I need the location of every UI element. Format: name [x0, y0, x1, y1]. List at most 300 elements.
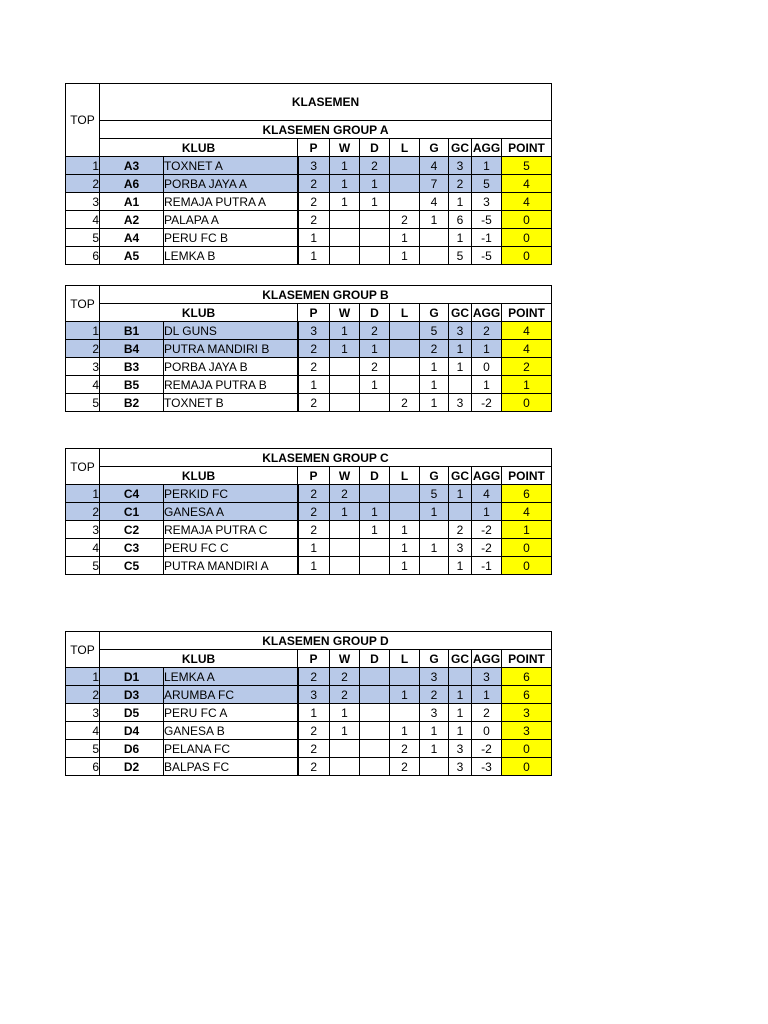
agg-cell: -2 [472, 521, 502, 539]
column-header-w: W [330, 467, 360, 485]
club-code-cell: A1 [100, 193, 164, 211]
gc-cell: 3 [449, 539, 472, 557]
rank-cell: 2 [66, 175, 100, 193]
column-header-point: POINT [502, 467, 552, 485]
club-code-cell: B5 [100, 376, 164, 394]
point-cell: 0 [502, 539, 552, 557]
rank-cell: 3 [66, 358, 100, 376]
d-cell [360, 247, 390, 265]
club-name-cell: PERU FC C [164, 539, 298, 557]
g-cell: 3 [420, 668, 449, 686]
club-code-cell: D3 [100, 686, 164, 704]
l-cell: 1 [390, 539, 420, 557]
agg-cell: -5 [472, 211, 502, 229]
club-name-cell: REMAJA PUTRA A [164, 193, 298, 211]
w-cell: 1 [330, 193, 360, 211]
p-cell: 2 [298, 175, 330, 193]
l-cell: 2 [390, 394, 420, 412]
club-name-cell: BALPAS FC [164, 758, 298, 776]
l-cell [390, 376, 420, 394]
p-cell: 2 [298, 358, 330, 376]
d-cell: 1 [360, 340, 390, 358]
agg-cell: 5 [472, 175, 502, 193]
column-header-agg: AGG [472, 305, 501, 320]
group-table [65, 448, 552, 575]
group-table [65, 285, 552, 412]
rank-cell: 6 [66, 758, 100, 776]
club-name-cell: ARUMBA FC [164, 686, 298, 704]
column-header-l: L [390, 304, 420, 322]
l-cell: 1 [390, 686, 420, 704]
gc-cell: 1 [449, 686, 472, 704]
point-cell: 0 [502, 557, 552, 575]
club-code-cell: D2 [100, 758, 164, 776]
g-cell [420, 521, 449, 539]
rank-cell: 3 [66, 704, 100, 722]
agg-cell: 2 [472, 322, 502, 340]
d-cell [360, 539, 390, 557]
l-cell [390, 485, 420, 503]
table-row [66, 211, 552, 229]
column-header-g: G [420, 139, 449, 157]
point-cell: 5 [502, 157, 552, 175]
agg-cell: -3 [472, 758, 502, 776]
agg-cell: 1 [472, 340, 502, 358]
rank-cell: 4 [66, 722, 100, 740]
w-cell [330, 376, 360, 394]
point-cell: 3 [502, 722, 552, 740]
point-cell: 6 [502, 485, 552, 503]
d-cell [360, 211, 390, 229]
table-row [66, 229, 552, 247]
club-code-cell: D1 [100, 668, 164, 686]
rank-cell: 1 [66, 157, 100, 175]
d-cell: 2 [360, 322, 390, 340]
p-cell: 2 [298, 193, 330, 211]
column-header-w: W [330, 139, 360, 157]
rank-cell: 5 [66, 740, 100, 758]
p-cell: 2 [298, 521, 330, 539]
gc-cell: 1 [449, 229, 472, 247]
rank-cell: 2 [66, 503, 100, 521]
group-table [65, 631, 552, 776]
club-name-cell: GANESA B [164, 722, 298, 740]
agg-cell: 1 [472, 157, 502, 175]
l-cell: 2 [390, 211, 420, 229]
column-header-point: POINT [502, 650, 552, 668]
p-cell: 2 [298, 740, 330, 758]
column-header-l: L [390, 467, 420, 485]
header-row [66, 304, 552, 322]
column-header-gc: GC [449, 304, 472, 322]
g-cell: 3 [420, 704, 449, 722]
point-cell: 6 [502, 668, 552, 686]
club-code-cell: A2 [100, 211, 164, 229]
g-cell: 1 [420, 503, 449, 521]
group-title: KLASEMEN GROUP C [100, 449, 552, 467]
g-cell: 1 [420, 539, 449, 557]
p-cell: 1 [298, 704, 330, 722]
rank-cell: 5 [66, 229, 100, 247]
gc-cell: 1 [449, 340, 472, 358]
d-cell [360, 557, 390, 575]
w-cell [330, 394, 360, 412]
l-cell [390, 668, 420, 686]
w-cell: 1 [330, 322, 360, 340]
l-cell: 2 [390, 740, 420, 758]
w-cell [330, 539, 360, 557]
table-row [66, 503, 552, 521]
point-cell: 1 [502, 521, 552, 539]
p-cell: 2 [298, 211, 330, 229]
club-code-cell: B2 [100, 394, 164, 412]
agg-cell: 2 [472, 704, 502, 722]
l-cell [390, 322, 420, 340]
rank-cell: 1 [66, 668, 100, 686]
club-code-cell: A4 [100, 229, 164, 247]
l-cell [390, 175, 420, 193]
point-cell: 4 [502, 322, 552, 340]
table-row [66, 485, 552, 503]
w-cell: 2 [330, 485, 360, 503]
club-code-cell: A3 [100, 157, 164, 175]
club-name-cell: LEMKA B [164, 247, 298, 265]
w-cell [330, 247, 360, 265]
p-cell: 1 [298, 376, 330, 394]
point-cell: 4 [502, 503, 552, 521]
g-cell: 5 [420, 322, 449, 340]
l-cell: 1 [390, 722, 420, 740]
gc-cell: 1 [449, 722, 472, 740]
top-label: TOP [66, 84, 100, 157]
club-name-cell: GANESA A [164, 503, 298, 521]
l-cell: 1 [390, 247, 420, 265]
column-header-gc: GC [449, 139, 472, 157]
column-header-gc: GC [449, 650, 472, 668]
d-cell [360, 722, 390, 740]
g-cell [420, 758, 449, 776]
rank-cell: 5 [66, 394, 100, 412]
agg-cell: 4 [472, 485, 502, 503]
w-cell [330, 358, 360, 376]
club-code-cell: D5 [100, 704, 164, 722]
group-table [65, 83, 552, 265]
club-name-cell: PUTRA MANDIRI A [164, 557, 298, 575]
club-name-cell: PERKID FC [164, 485, 298, 503]
rank-cell: 1 [66, 322, 100, 340]
g-cell: 4 [420, 193, 449, 211]
w-cell [330, 521, 360, 539]
club-code-cell: C4 [100, 485, 164, 503]
column-header-w: W [330, 650, 360, 668]
d-cell [360, 758, 390, 776]
d-cell [360, 229, 390, 247]
club-name-cell: PALAPA A [164, 211, 298, 229]
w-cell [330, 557, 360, 575]
club-code-cell: A6 [100, 175, 164, 193]
column-header-l: L [390, 139, 420, 157]
point-cell: 0 [502, 211, 552, 229]
d-cell: 1 [360, 521, 390, 539]
p-cell: 1 [298, 539, 330, 557]
group-title: KLASEMEN GROUP B [100, 286, 552, 304]
g-cell: 2 [420, 340, 449, 358]
rank-cell: 3 [66, 193, 100, 211]
agg-cell: -1 [472, 229, 502, 247]
column-header-point: POINT [502, 139, 552, 157]
table-row [66, 722, 552, 740]
top-label: TOP [66, 286, 100, 322]
w-cell: 1 [330, 157, 360, 175]
d-cell: 1 [360, 175, 390, 193]
rank-cell: 4 [66, 539, 100, 557]
agg-cell: 3 [472, 193, 502, 211]
rank-cell: 3 [66, 521, 100, 539]
column-header-point: POINT [502, 304, 552, 322]
table-row [66, 740, 552, 758]
point-cell: 0 [502, 740, 552, 758]
d-cell: 2 [360, 358, 390, 376]
w-cell [330, 758, 360, 776]
club-code-cell: A5 [100, 247, 164, 265]
w-cell: 1 [330, 704, 360, 722]
g-cell [420, 557, 449, 575]
club-name-cell: PERU FC B [164, 229, 298, 247]
agg-cell: -5 [472, 247, 502, 265]
g-cell: 5 [420, 485, 449, 503]
agg-cell: -2 [472, 740, 502, 758]
group-title: KLASEMEN GROUP D [100, 632, 552, 650]
table-row [66, 686, 552, 704]
agg-cell: -2 [472, 394, 502, 412]
w-cell [330, 740, 360, 758]
gc-cell [449, 503, 472, 521]
gc-cell [449, 376, 472, 394]
gc-cell: 3 [449, 740, 472, 758]
point-cell: 0 [502, 247, 552, 265]
g-cell: 1 [420, 358, 449, 376]
gc-cell: 5 [449, 247, 472, 265]
table-row [66, 758, 552, 776]
agg-cell: 0 [472, 358, 502, 376]
l-cell [390, 503, 420, 521]
club-name-cell: LEMKA A [164, 668, 298, 686]
column-header-agg: AGG [472, 468, 501, 483]
w-cell [330, 229, 360, 247]
rank-cell: 4 [66, 376, 100, 394]
d-cell [360, 485, 390, 503]
table-row [66, 175, 552, 193]
table-row [66, 539, 552, 557]
top-label: TOP [66, 449, 100, 485]
table-row [66, 247, 552, 265]
table-row [66, 394, 552, 412]
column-header-gc: GC [449, 467, 472, 485]
g-cell: 4 [420, 157, 449, 175]
point-cell: 1 [502, 376, 552, 394]
table-row [66, 358, 552, 376]
w-cell: 1 [330, 340, 360, 358]
column-header-g: G [420, 304, 449, 322]
column-header-g: G [420, 650, 449, 668]
agg-cell: -2 [472, 539, 502, 557]
w-cell: 1 [330, 722, 360, 740]
rank-cell: 2 [66, 686, 100, 704]
column-header-l: L [390, 650, 420, 668]
rank-cell: 1 [66, 485, 100, 503]
gc-cell: 1 [449, 193, 472, 211]
club-name-cell: PELANA FC [164, 740, 298, 758]
w-cell: 2 [330, 686, 360, 704]
group-title: KLASEMEN GROUP A [100, 121, 552, 139]
d-cell [360, 668, 390, 686]
rank-cell: 2 [66, 340, 100, 358]
g-cell: 1 [420, 394, 449, 412]
club-name-cell: PERU FC A [164, 704, 298, 722]
table-row [66, 521, 552, 539]
point-cell: 2 [502, 358, 552, 376]
club-name-cell: PUTRA MANDIRI B [164, 340, 298, 358]
l-cell: 1 [390, 229, 420, 247]
g-cell: 1 [420, 211, 449, 229]
header-row [66, 467, 552, 485]
club-code-cell: C1 [100, 503, 164, 521]
w-cell: 2 [330, 668, 360, 686]
p-cell: 1 [298, 557, 330, 575]
club-code-cell: B1 [100, 322, 164, 340]
g-cell: 1 [420, 740, 449, 758]
gc-cell: 2 [449, 521, 472, 539]
club-name-cell: PORBA JAYA B [164, 358, 298, 376]
column-header-d: D [360, 139, 390, 157]
table-row [66, 704, 552, 722]
agg-cell: -1 [472, 557, 502, 575]
agg-cell: 1 [472, 686, 502, 704]
gc-cell: 6 [449, 211, 472, 229]
club-name-cell: PORBA JAYA A [164, 175, 298, 193]
club-code-cell: C5 [100, 557, 164, 575]
column-header-p: P [298, 467, 330, 485]
club-name-cell: DL GUNS [164, 322, 298, 340]
table-row [66, 157, 552, 175]
point-cell: 0 [502, 758, 552, 776]
g-cell [420, 247, 449, 265]
column-header-p: P [298, 304, 330, 322]
g-cell: 2 [420, 686, 449, 704]
gc-cell: 1 [449, 704, 472, 722]
gc-cell: 3 [449, 758, 472, 776]
table-row [66, 340, 552, 358]
club-name-cell: REMAJA PUTRA C [164, 521, 298, 539]
p-cell: 2 [298, 668, 330, 686]
column-header-agg: AGG [472, 140, 501, 155]
header-row [66, 139, 552, 157]
p-cell: 3 [298, 322, 330, 340]
p-cell: 2 [298, 340, 330, 358]
table-row [66, 557, 552, 575]
gc-cell: 1 [449, 485, 472, 503]
w-cell: 1 [330, 503, 360, 521]
club-name-cell: TOXNET B [164, 394, 298, 412]
column-header-agg: AGG [472, 651, 501, 666]
p-cell: 1 [298, 247, 330, 265]
column-header-g: G [420, 467, 449, 485]
gc-cell: 2 [449, 175, 472, 193]
p-cell: 3 [298, 157, 330, 175]
column-header-klub: KLUB [100, 467, 298, 485]
l-cell [390, 193, 420, 211]
g-cell: 1 [420, 376, 449, 394]
table-row [66, 322, 552, 340]
d-cell [360, 704, 390, 722]
club-code-cell: C2 [100, 521, 164, 539]
column-header-d: D [360, 467, 390, 485]
page-title: KLASEMEN [100, 84, 552, 121]
column-header-p: P [298, 650, 330, 668]
l-cell [390, 358, 420, 376]
d-cell: 1 [360, 193, 390, 211]
gc-cell: 1 [449, 358, 472, 376]
p-cell: 2 [298, 758, 330, 776]
g-cell [420, 229, 449, 247]
d-cell: 1 [360, 376, 390, 394]
agg-cell: 3 [472, 668, 502, 686]
point-cell: 4 [502, 340, 552, 358]
l-cell: 1 [390, 557, 420, 575]
header-row [66, 650, 552, 668]
d-cell [360, 686, 390, 704]
agg-cell: 0 [472, 722, 502, 740]
column-header-w: W [330, 304, 360, 322]
club-name-cell: REMAJA PUTRA B [164, 376, 298, 394]
d-cell: 1 [360, 503, 390, 521]
club-code-cell: B3 [100, 358, 164, 376]
p-cell: 2 [298, 394, 330, 412]
d-cell [360, 394, 390, 412]
d-cell [360, 740, 390, 758]
club-code-cell: D6 [100, 740, 164, 758]
w-cell [330, 211, 360, 229]
point-cell: 0 [502, 394, 552, 412]
w-cell: 1 [330, 175, 360, 193]
club-code-cell: C3 [100, 539, 164, 557]
column-header-p: P [298, 139, 330, 157]
column-header-klub: KLUB [100, 139, 298, 157]
p-cell: 2 [298, 485, 330, 503]
agg-cell: 1 [472, 376, 502, 394]
point-cell: 0 [502, 229, 552, 247]
l-cell: 1 [390, 521, 420, 539]
l-cell [390, 340, 420, 358]
club-name-cell: TOXNET A [164, 157, 298, 175]
gc-cell [449, 668, 472, 686]
point-cell: 4 [502, 193, 552, 211]
rank-cell: 5 [66, 557, 100, 575]
table-row [66, 376, 552, 394]
column-header-klub: KLUB [100, 650, 298, 668]
rank-cell: 4 [66, 211, 100, 229]
column-header-klub: KLUB [100, 304, 298, 322]
l-cell [390, 157, 420, 175]
l-cell: 2 [390, 758, 420, 776]
table-row [66, 193, 552, 211]
l-cell [390, 704, 420, 722]
rank-cell: 6 [66, 247, 100, 265]
club-code-cell: B4 [100, 340, 164, 358]
column-header-d: D [360, 650, 390, 668]
gc-cell: 3 [449, 322, 472, 340]
g-cell: 7 [420, 175, 449, 193]
